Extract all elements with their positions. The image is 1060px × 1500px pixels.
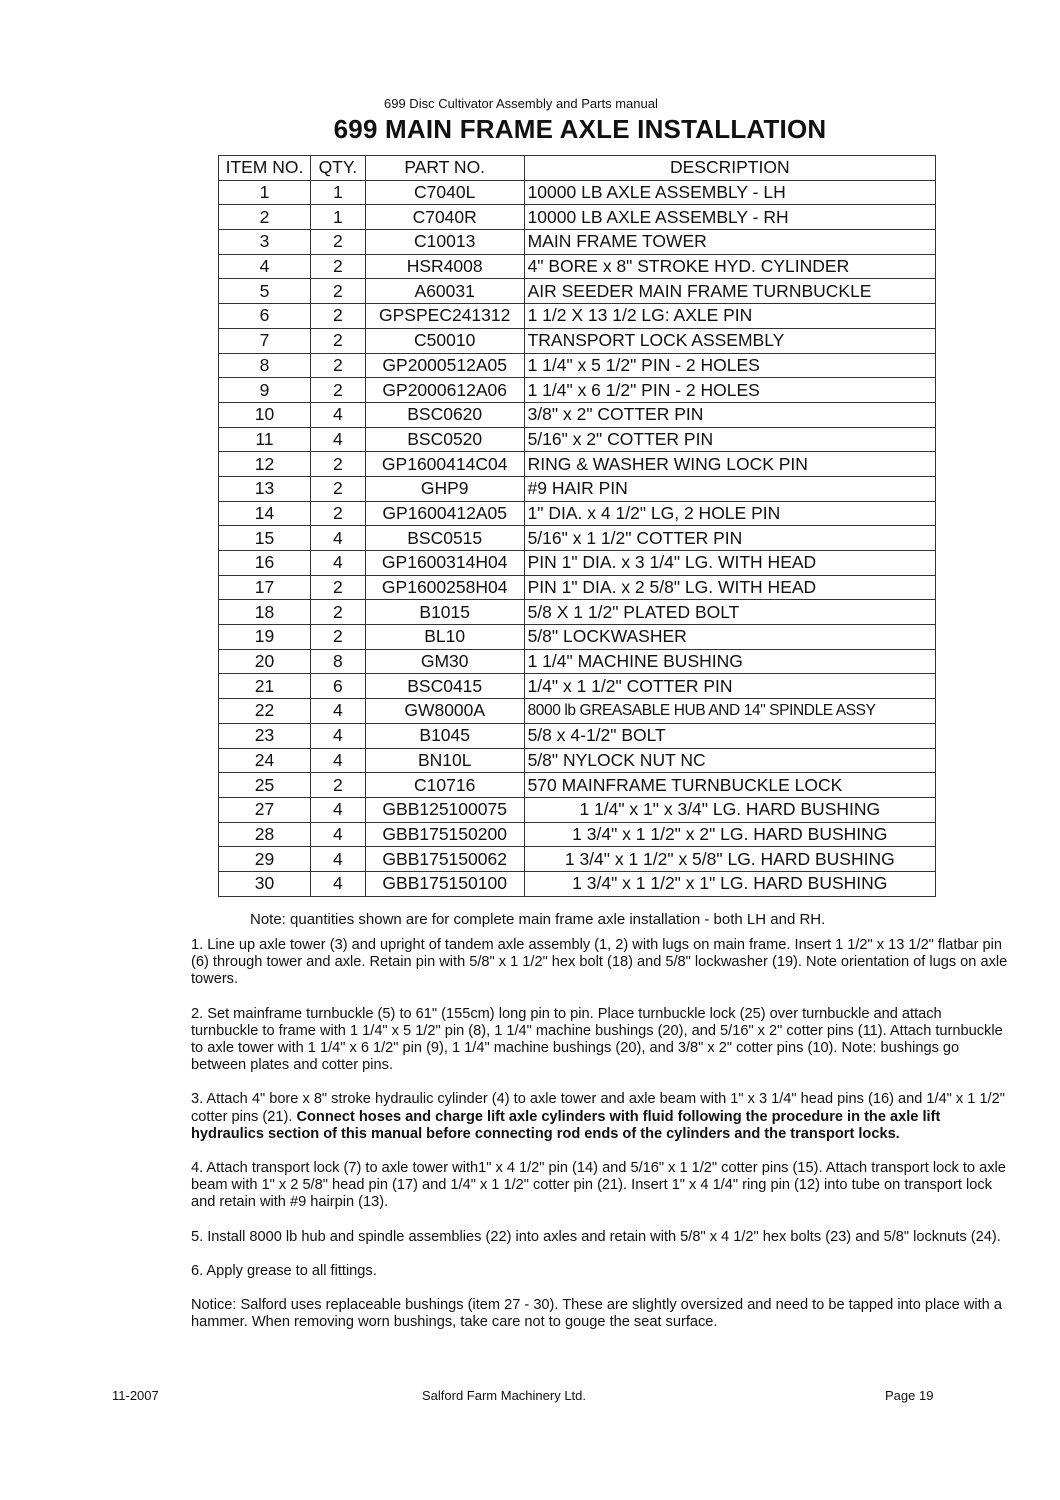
- footer-date: 11-2007: [112, 1388, 159, 1403]
- description-cell: 1 1/4" x 6 1/2" PIN - 2 HOLES: [524, 378, 935, 403]
- table-row: [219, 476, 936, 501]
- table-row: [219, 501, 936, 526]
- description-cell: 1 3/4" x 1 1/2" x 2" LG. HARD BUSHING: [524, 822, 935, 847]
- part-no-cell: A60031: [365, 279, 524, 304]
- table-row: [219, 378, 936, 403]
- table-row: [219, 625, 936, 650]
- part-no-cell: GBB175150200: [365, 822, 524, 847]
- description-cell: 1 3/4" x 1 1/2" x 1" LG. HARD BUSHING: [524, 871, 935, 896]
- manual-subtitle: 699 Disc Cultivator Assembly and Parts manual: [384, 96, 658, 111]
- description-cell: 3/8" x 2" COTTER PIN: [524, 402, 935, 427]
- qty-cell: 2: [310, 773, 365, 798]
- qty-cell: 4: [310, 822, 365, 847]
- col-header-qty: QTY.: [310, 156, 365, 181]
- qty-cell: 2: [310, 279, 365, 304]
- item-no-cell: 16: [219, 551, 311, 576]
- quantities-note: Note: quantities shown are for complete main frame axle installation - both LH and RH.: [250, 911, 826, 928]
- table-row: [219, 353, 936, 378]
- qty-cell: 4: [310, 402, 365, 427]
- description-cell: 1 1/2 X 13 1/2 LG: AXLE PIN: [524, 304, 935, 329]
- table-row: [219, 254, 936, 279]
- item-no-cell: 22: [219, 699, 311, 724]
- item-no-cell: 2: [219, 205, 311, 230]
- item-no-cell: 23: [219, 723, 311, 748]
- item-no-cell: 17: [219, 575, 311, 600]
- table-row: [219, 871, 936, 896]
- description-cell: AIR SEEDER MAIN FRAME TURNBUCKLE: [524, 279, 935, 304]
- qty-cell: 4: [310, 723, 365, 748]
- qty-cell: 2: [310, 452, 365, 477]
- part-no-cell: C7040L: [365, 180, 524, 205]
- footer-company: Salford Farm Machinery Ltd.: [422, 1388, 587, 1403]
- description-cell: 10000 LB AXLE ASSEMBLY - RH: [524, 205, 935, 230]
- qty-cell: 2: [310, 230, 365, 255]
- table-row: [219, 551, 936, 576]
- part-no-cell: GP1600414C04: [365, 452, 524, 477]
- table-row: [219, 205, 936, 230]
- item-no-cell: 4: [219, 254, 311, 279]
- assembly-instructions: [191, 937, 1011, 1348]
- step-4: 4. Attach transport lock (7) to axle tower with1" x 4 1/2" pin (14) and 5/16" x 1 1/2" cotter pins (15). Attach transport lock to axle beam with 1" x 2 5/8" head pin (17) and 1/4" x 1 1/2" cotter pin (21). Insert 1" x 4 1/4" ring pin (12) into tube on transport lock and retain with #9 hairpin (13).: [191, 1160, 1006, 1211]
- part-no-cell: HSR4008: [365, 254, 524, 279]
- table-row: [219, 649, 936, 674]
- qty-cell: 2: [310, 353, 365, 378]
- col-header-part: PART NO.: [365, 156, 524, 181]
- part-no-cell: GW8000A: [365, 699, 524, 724]
- description-cell: 1 1/4" x 5 1/2" PIN - 2 HOLES: [524, 353, 935, 378]
- item-no-cell: 11: [219, 427, 311, 452]
- qty-cell: 2: [310, 328, 365, 353]
- part-no-cell: C10013: [365, 230, 524, 255]
- part-no-cell: GP2000612A06: [365, 378, 524, 403]
- step-1: 1. Line up axle tower (3) and upright of tandem axle assembly (1, 2) with lugs on main frame. Insert 1 1/2" x 13 1/2" flatbar pin (6) through tower and axle. Retain pin with 5/8" x 1 1/2" hex bolt (18) and 5/8" lockwasher (19). Note orientation of lugs on axle towers.: [191, 937, 1008, 988]
- qty-cell: 2: [310, 600, 365, 625]
- qty-cell: 4: [310, 551, 365, 576]
- table-row: [219, 723, 936, 748]
- item-no-cell: 20: [219, 649, 311, 674]
- part-no-cell: GBB175150100: [365, 871, 524, 896]
- qty-cell: 4: [310, 427, 365, 452]
- table-row: [219, 230, 936, 255]
- description-cell: 1" DIA. x 4 1/2" LG, 2 HOLE PIN: [524, 501, 935, 526]
- part-no-cell: BL10: [365, 625, 524, 650]
- qty-cell: 2: [310, 254, 365, 279]
- part-no-cell: C50010: [365, 328, 524, 353]
- table-row: [219, 402, 936, 427]
- item-no-cell: 8: [219, 353, 311, 378]
- table-row: [219, 773, 936, 798]
- description-cell: 1/4" x 1 1/2" COTTER PIN: [524, 674, 935, 699]
- item-no-cell: 3: [219, 230, 311, 255]
- qty-cell: 2: [310, 575, 365, 600]
- item-no-cell: 30: [219, 871, 311, 896]
- description-cell: 4" BORE x 8" STROKE HYD. CYLINDER: [524, 254, 935, 279]
- table-row: [219, 674, 936, 699]
- step-5: 5. Install 8000 lb hub and spindle assemblies (22) into axles and retain with 5/8" x 4 1/2" hex bolts (23) and 5/8" locknuts (24).: [191, 1228, 1001, 1245]
- table-row: [219, 699, 936, 724]
- table-row: [219, 822, 936, 847]
- description-cell: 1 3/4" x 1 1/2" x 5/8" LG. HARD BUSHING: [524, 847, 935, 872]
- description-cell: 1 1/4" MACHINE BUSHING: [524, 649, 935, 674]
- item-no-cell: 9: [219, 378, 311, 403]
- table-row: [219, 328, 936, 353]
- description-cell: RING & WASHER WING LOCK PIN: [524, 452, 935, 477]
- qty-cell: 2: [310, 378, 365, 403]
- description-cell: 5/8" LOCKWASHER: [524, 625, 935, 650]
- qty-cell: 2: [310, 501, 365, 526]
- table-row: [219, 748, 936, 773]
- table-row: [219, 180, 936, 205]
- part-no-cell: BSC0415: [365, 674, 524, 699]
- bushing-notice: Notice: Salford uses replaceable bushings (item 27 - 30). These are slightly oversized and need to be tapped into place with a hammer. When removing worn bushings, take care not to gouge the seat surface.: [191, 1297, 1002, 1331]
- table-row: [219, 600, 936, 625]
- description-cell: 5/16" x 2" COTTER PIN: [524, 427, 935, 452]
- part-no-cell: BSC0515: [365, 526, 524, 551]
- table-row: [219, 526, 936, 551]
- part-no-cell: GHP9: [365, 476, 524, 501]
- qty-cell: 4: [310, 847, 365, 872]
- table-row: [219, 427, 936, 452]
- qty-cell: 4: [310, 797, 365, 822]
- qty-cell: 1: [310, 205, 365, 230]
- part-no-cell: BN10L: [365, 748, 524, 773]
- part-no-cell: C10716: [365, 773, 524, 798]
- item-no-cell: 14: [219, 501, 311, 526]
- part-no-cell: GM30: [365, 649, 524, 674]
- item-no-cell: 18: [219, 600, 311, 625]
- description-cell: 5/8" NYLOCK NUT NC: [524, 748, 935, 773]
- qty-cell: 2: [310, 304, 365, 329]
- item-no-cell: 10: [219, 402, 311, 427]
- step-6: 6. Apply grease to all fittings.: [191, 1262, 377, 1279]
- qty-cell: 4: [310, 526, 365, 551]
- description-cell: 5/16" x 1 1/2" COTTER PIN: [524, 526, 935, 551]
- item-no-cell: 15: [219, 526, 311, 551]
- part-no-cell: BSC0620: [365, 402, 524, 427]
- item-no-cell: 27: [219, 797, 311, 822]
- step-3-text: 3. Attach 4" bore x 8" stroke hydraulic cylinder (4) to axle tower and axle beam with 1" x 3 1/4" head pins (16) and 1/4" x 1 1/2" cotter pins (21).: [191, 1091, 1005, 1125]
- table-row: [219, 847, 936, 872]
- part-no-cell: GBB175150062: [365, 847, 524, 872]
- table-row: [219, 452, 936, 477]
- description-cell: 5/8 x 4-1/2" BOLT: [524, 723, 935, 748]
- table-row: [219, 279, 936, 304]
- page-title: 699 MAIN FRAME AXLE INSTALLATION: [333, 114, 827, 144]
- item-no-cell: 21: [219, 674, 311, 699]
- part-no-cell: GP1600314H04: [365, 551, 524, 576]
- item-no-cell: 1: [219, 180, 311, 205]
- part-no-cell: GBB125100075: [365, 797, 524, 822]
- item-no-cell: 28: [219, 822, 311, 847]
- step-2: 2. Set mainframe turnbuckle (5) to 61" (155cm) long pin to pin. Place turnbuckle lock (25) over turnbuckle and attach turnbuckle to frame with 1 1/4" x 5 1/2" pin (8), 1 1/4" machine bushings (20), and 5/16" x 2" cotter pins (11). Attach turnbuckle to axle tower with 1 1/4" x 6 1/2" pin (9), 1 1/4" machine bushings (20), and 3/8" x 2" cotter pins (10). Note: bushings go between plates and cotter pins.: [191, 1005, 1003, 1074]
- footer-page-number: Page 19: [885, 1388, 934, 1403]
- item-no-cell: 25: [219, 773, 311, 798]
- item-no-cell: 5: [219, 279, 311, 304]
- description-cell: PIN 1" DIA. x 2 5/8" LG. WITH HEAD: [524, 575, 935, 600]
- part-no-cell: GP1600258H04: [365, 575, 524, 600]
- description-cell: PIN 1" DIA. x 3 1/4" LG. WITH HEAD: [524, 551, 935, 576]
- description-cell: 8000 lb GREASABLE HUB AND 14" SPINDLE ASSY: [524, 699, 935, 724]
- description-cell: 5/8 X 1 1/2" PLATED BOLT: [524, 600, 935, 625]
- part-no-cell: GPSPEC241312: [365, 304, 524, 329]
- table-header-row: [219, 156, 936, 181]
- part-no-cell: B1015: [365, 600, 524, 625]
- part-no-cell: GP1600412A05: [365, 501, 524, 526]
- part-no-cell: GP2000512A05: [365, 353, 524, 378]
- item-no-cell: 29: [219, 847, 311, 872]
- qty-cell: 4: [310, 748, 365, 773]
- description-cell: MAIN FRAME TOWER: [524, 230, 935, 255]
- item-no-cell: 13: [219, 476, 311, 501]
- item-no-cell: 19: [219, 625, 311, 650]
- table-row: [219, 575, 936, 600]
- qty-cell: 6: [310, 674, 365, 699]
- qty-cell: 2: [310, 476, 365, 501]
- table-row: [219, 797, 936, 822]
- qty-cell: 4: [310, 871, 365, 896]
- qty-cell: 8: [310, 649, 365, 674]
- item-no-cell: 12: [219, 452, 311, 477]
- qty-cell: 4: [310, 699, 365, 724]
- qty-cell: 2: [310, 625, 365, 650]
- step-3: [191, 1091, 1011, 1143]
- col-header-item: ITEM NO.: [219, 156, 311, 181]
- part-no-cell: C7040R: [365, 205, 524, 230]
- item-no-cell: 6: [219, 304, 311, 329]
- description-cell: 1 1/4" x 1" x 3/4" LG. HARD BUSHING: [524, 797, 935, 822]
- description-cell: #9 HAIR PIN: [524, 476, 935, 501]
- part-no-cell: B1045: [365, 723, 524, 748]
- description-cell: TRANSPORT LOCK ASSEMBLY: [524, 328, 935, 353]
- description-cell: 570 MAINFRAME TURNBUCKLE LOCK: [524, 773, 935, 798]
- table-row: [219, 304, 936, 329]
- item-no-cell: 24: [219, 748, 311, 773]
- item-no-cell: 7: [219, 328, 311, 353]
- qty-cell: 1: [310, 180, 365, 205]
- parts-table: [218, 155, 936, 897]
- step-3-bold-text: Connect hoses and charge lift axle cylinders with fluid following the procedure in the axle lift hydraulics section of this manual before connecting rod ends of the cylinders and the transport locks.: [191, 1108, 941, 1142]
- col-header-description: DESCRIPTION: [524, 156, 935, 181]
- part-no-cell: BSC0520: [365, 427, 524, 452]
- description-cell: 10000 LB AXLE ASSEMBLY - LH: [524, 180, 935, 205]
